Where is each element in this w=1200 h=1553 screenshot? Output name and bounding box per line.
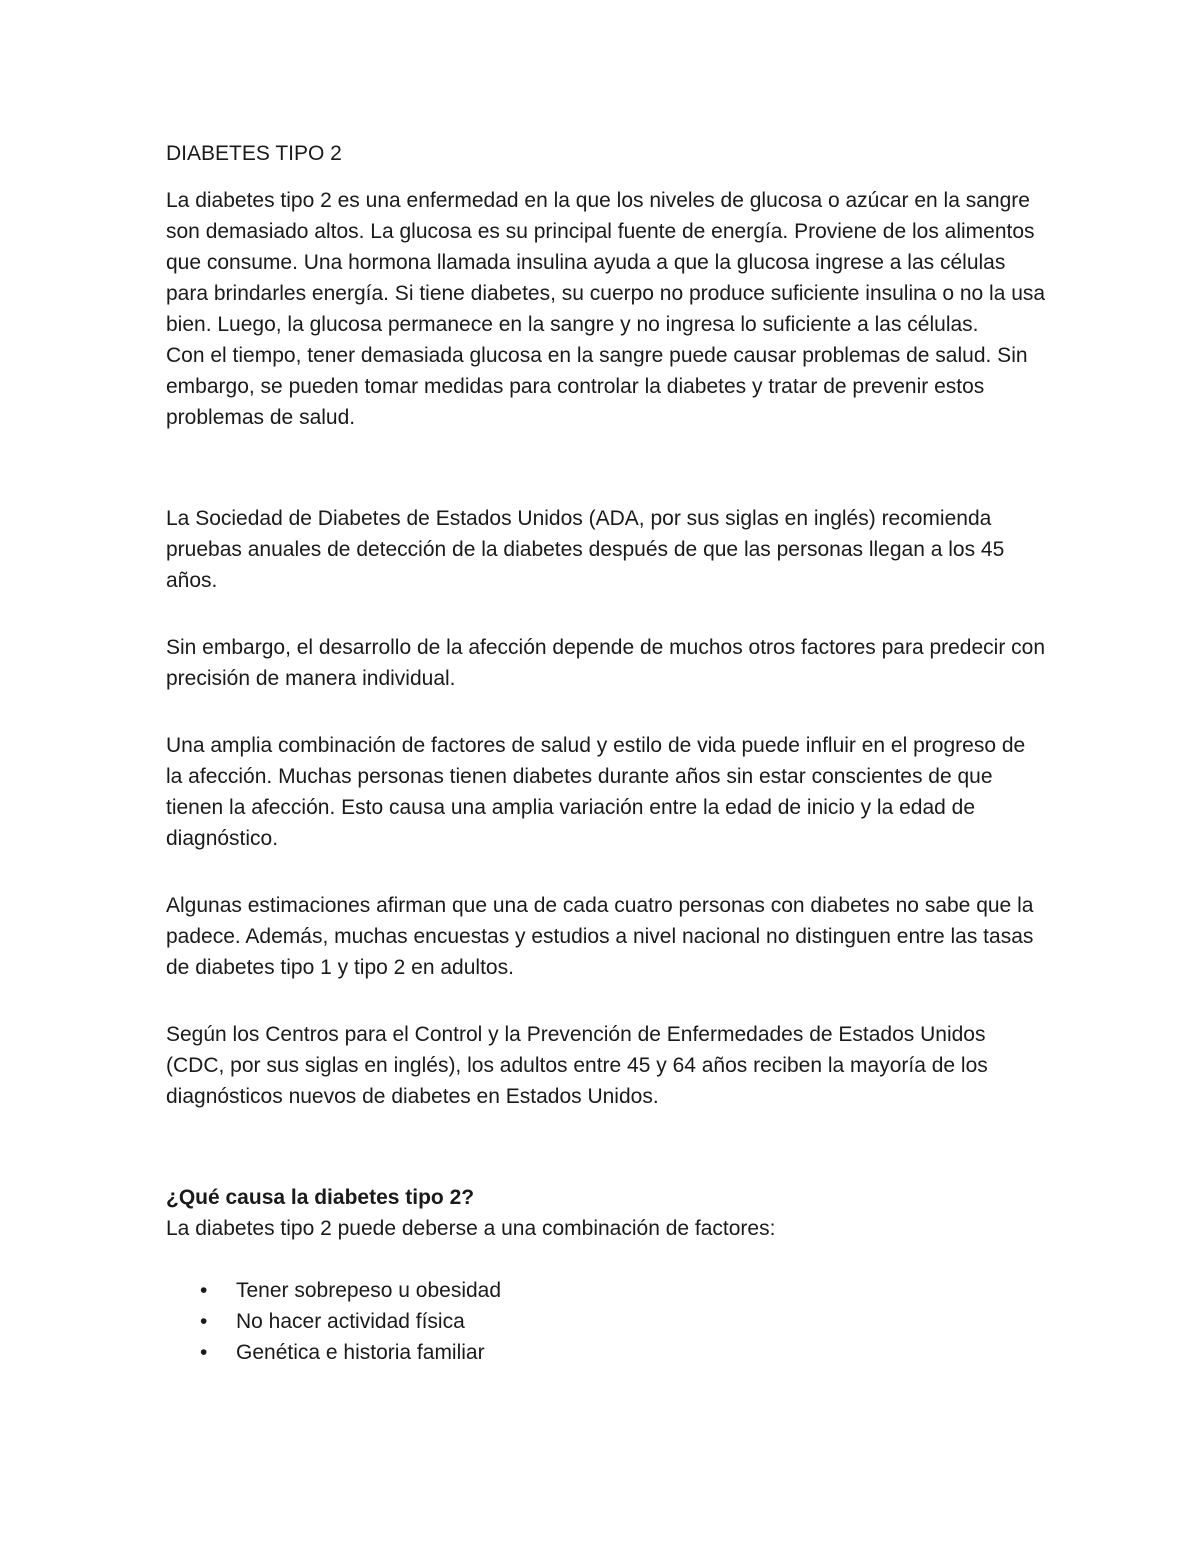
paragraph-ada: La Sociedad de Diabetes de Estados Unidos (ADA, por sus siglas en inglés) recomienda pruebas anuales de detección de la diabetes después de que las personas llegan a los 45 años. bbox=[166, 507, 1005, 592]
causes-lead: La diabetes tipo 2 puede deberse a una combinación de factores: bbox=[166, 1217, 776, 1240]
paragraph-lifestyle: Una amplia combinación de factores de salud y estilo de vida puede influir en el progreso de la afección. Muchas personas tienen diabetes durante años sin estar conscientes de que tienen la afección. Esto causa una amplia variación entre la edad de inicio y la edad de diagnóstico. bbox=[166, 734, 1026, 850]
paragraph-factors: Sin embargo, el desarrollo de la afección depende de muchos otros factores para predecir con precisión de manera individual. bbox=[166, 636, 1046, 690]
list-item bbox=[166, 1306, 1046, 1337]
list-item-text: No hacer actividad física bbox=[236, 1310, 465, 1333]
paragraph-cdc: Según los Centros para el Control y la Prevención de Enfermedades de Estados Unidos (CDC, por sus siglas en inglés), los adultos entre 45 y 64 años reciben la mayoría de los diagnósticos nuevos de diabetes en Estados Unidos. bbox=[166, 1023, 988, 1108]
causes-heading: ¿Qué causa la diabetes tipo 2? bbox=[166, 1186, 475, 1209]
list-item-text: Genética e historia familiar bbox=[236, 1341, 485, 1364]
document-body bbox=[166, 138, 1046, 1368]
causes-section bbox=[166, 1182, 1046, 1368]
list-item bbox=[166, 1337, 1046, 1368]
document-title: DIABETES TIPO 2 bbox=[166, 142, 342, 165]
intro-paragraph-2: Con el tiempo, tener demasiada glucosa en la sangre puede causar problemas de salud. Sin embargo, se pueden tomar medidas para controlar la diabetes y tratar de prevenir estos problemas de salud. bbox=[166, 344, 1028, 429]
bullet-icon: • bbox=[200, 1341, 208, 1364]
bullet-icon: • bbox=[200, 1310, 208, 1333]
causes-list bbox=[166, 1275, 1046, 1368]
bullet-icon: • bbox=[200, 1279, 208, 1302]
paragraph-estimates: Algunas estimaciones afirman que una de cada cuatro personas con diabetes no sabe que la padece. Además, muchas encuestas y estudios a nivel nacional no distinguen entre las tasas de diabetes tipo 1 y tipo 2 en adultos. bbox=[166, 894, 1034, 979]
list-item bbox=[166, 1275, 1046, 1306]
intro-paragraph-1: La diabetes tipo 2 es una enfermedad en la que los niveles de glucosa o azúcar en la sangre son demasiado altos. La glucosa es su principal fuente de energía. Proviene de los alimentos que consume. Una hormona llamada insulina ayuda a que la glucosa ingrese a las células para brindarles energía. Si tiene diabetes, su cuerpo no produce suficiente insulina o no la usa bien. Luego, la glucosa permanece en la sangre y no ingresa lo suficiente a las células. bbox=[166, 189, 1046, 336]
list-item-text: Tener sobrepeso u obesidad bbox=[236, 1279, 502, 1302]
